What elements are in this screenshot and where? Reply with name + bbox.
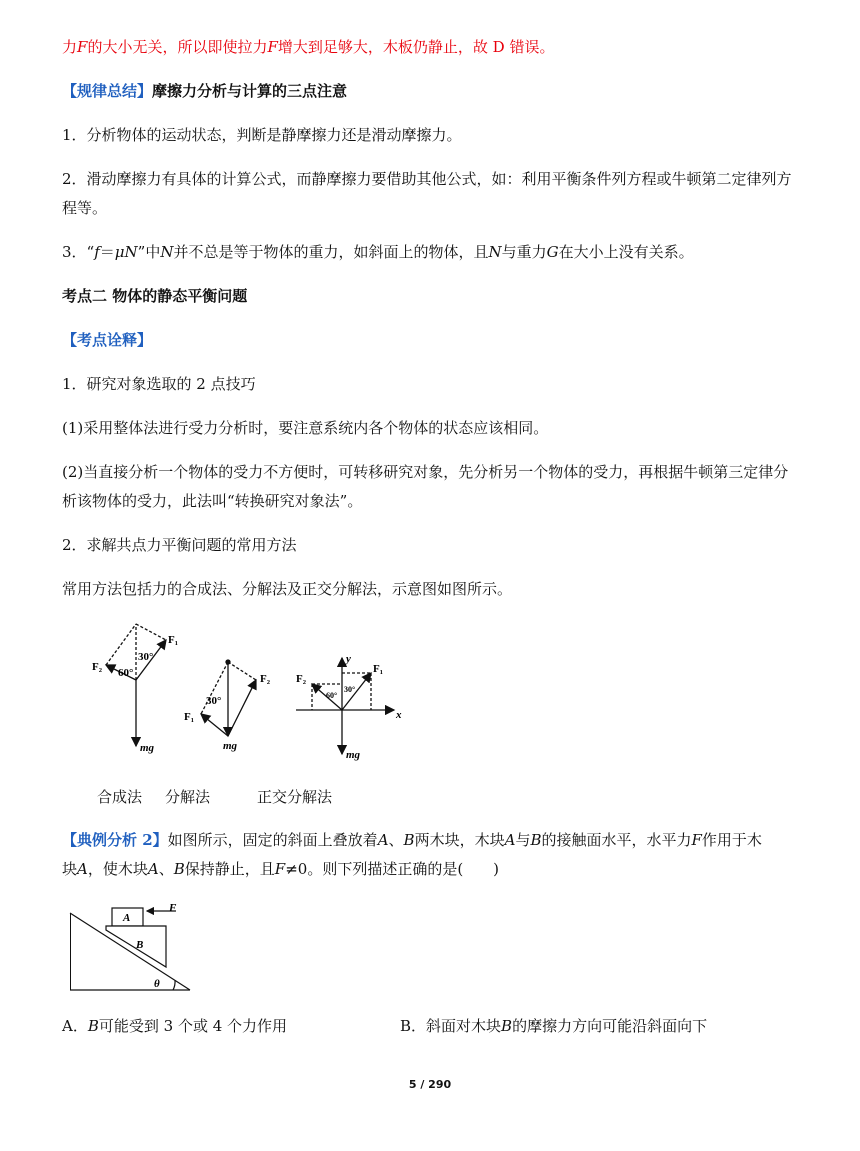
- label-30-3: 30°: [344, 685, 356, 694]
- label-30-1: 30°: [138, 651, 154, 663]
- summary-item-2: 2．滑动摩擦力有具体的计算公式，而静摩擦力要借助其他公式，如：利用平衡条件列方程或牛顿第二定律列方: [62, 170, 792, 188]
- block-b-label: B: [136, 939, 144, 951]
- summary-heading: 【规律总结】摩擦力分析与计算的三点注意: [62, 82, 348, 100]
- point-1-heading: 1．研究对象选取的 2 点技巧: [62, 375, 256, 393]
- label-mg-1: mg: [140, 742, 155, 754]
- composition-diagram: [106, 624, 166, 746]
- example-line-2: 块A，使木块A、B保持静止，且F≠0。则下列描述正确的是( ): [62, 860, 500, 878]
- label-f2-2: F₂: [260, 673, 271, 685]
- label-60-1: 60°: [118, 667, 134, 679]
- summary-item-2-cont: 程等。: [62, 199, 108, 217]
- section-heading: 考点二 物体的静态平衡问题: [62, 287, 248, 305]
- block-a-label: A: [123, 912, 131, 924]
- caption-decomposition: 分解法: [165, 788, 211, 806]
- label-f1-1: F₁: [168, 634, 179, 646]
- point-1-para-1: (1)采用整体法进行受力分析时，要注意系统内各个物体的状态应该相同。: [62, 419, 549, 437]
- angle-theta-label: θ: [154, 978, 160, 990]
- caption-composition: 合成法: [97, 788, 143, 806]
- label-x: x: [396, 709, 402, 721]
- option-b[interactable]: B．斜面对木块B的摩擦力方向可能沿斜面向下: [400, 1017, 708, 1035]
- incline-figure: [66, 900, 196, 995]
- point-2-para: 常用方法包括力的合成法、分解法及正交分解法，示意图如图所示。: [62, 580, 513, 598]
- label-f1-3: F₁: [373, 663, 384, 675]
- label-60-3: 60°: [326, 691, 338, 700]
- example-line-1: 【典例分析 2】如图所示，固定的斜面上叠放着A、B两木块，木块A与B的接触面水平，水平力F作用于木: [62, 831, 762, 849]
- caption-orthogonal: 正交分解法: [257, 788, 333, 806]
- label-mg-3: mg: [346, 749, 361, 761]
- answer-conclusion: 力F的大小无关，所以即使拉力F增大到足够大，木板仍静止，故 D 错误。: [62, 38, 555, 56]
- label-f2-1: F₂: [92, 661, 103, 673]
- point-1-para-2-cont: 析该物体的受力，此法叫“转换研究对象法”。: [62, 492, 363, 510]
- page-number: 5 / 290: [408, 1078, 452, 1091]
- summary-item-3: 3．“f＝μN”中N并不总是等于物体的重力，如斜面上的物体，且N与重力G在大小上没有关系。: [62, 243, 694, 261]
- label-f1-2: F₁: [184, 711, 195, 723]
- label-f2-3: F₂: [296, 673, 307, 685]
- point-2-heading: 2．求解共点力平衡问题的常用方法: [62, 536, 297, 554]
- label-y: y: [346, 653, 351, 665]
- force-methods-figure: [88, 618, 418, 763]
- section-tag: 【考点诠释】: [62, 331, 153, 349]
- force-f-label: F: [169, 902, 177, 914]
- label-mg-2: mg: [223, 740, 238, 752]
- label-30-2: 30°: [206, 695, 222, 707]
- point-1-para-2: (2)当直接分析一个物体的受力不方便时，可转移研究对象，先分析另一个物体的受力，再根据牛顿第三定律分: [62, 463, 789, 481]
- summary-item-1: 1．分析物体的运动状态，判断是静摩擦力还是滑动摩擦力。: [62, 126, 462, 144]
- option-a[interactable]: A．B可能受到 3 个或 4 个力作用: [62, 1017, 288, 1035]
